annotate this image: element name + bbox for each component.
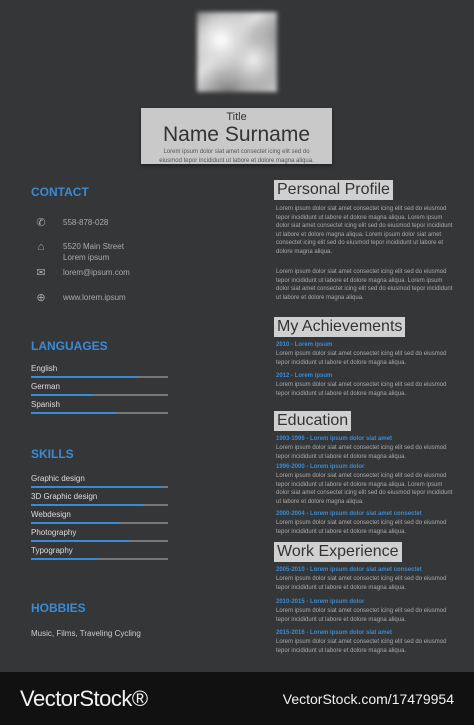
education-text: Lorem ipsum dolor siat amet consectet icing elit sed do eiusmod tepor incididunt ut labore et dolore magna aliqua. <box>276 520 447 535</box>
skill-label: Typography <box>31 546 73 555</box>
contact-heading: CONTACT <box>31 185 89 199</box>
profile-paragraph-1: Lorem ipsum dolor siat amet consectet icing elit sed do eiusmod tepor incididunt ut labore et dolore magna aliqua. Lorem ipsum dolor siat amet consectet icing elit sed do eiusmod tepor incididunt ut labore et dolore magna aliqua. Lorem ipsum dolor siat amet consectet icing elit sed do eiusmod tepor incididunt ut labore et dolore magna aliqua. <box>276 206 453 255</box>
profile-photo <box>197 12 277 92</box>
language-bar <box>31 376 168 378</box>
languages-heading: LANGUAGES <box>31 339 108 353</box>
footer-url: VectorStock.com/17479954 <box>282 691 454 707</box>
contact-email <box>35 267 130 279</box>
education-text: Lorem ipsum dolor siat amet consectet icing elit sed do eiusmod tepor incididunt ut labore et dolore magna aliqua. <box>276 445 447 460</box>
education-title: 1993-1996 - Lorem ipsum dolor siat amet <box>276 436 393 442</box>
skill-bar-fill <box>31 558 97 560</box>
hobbies-heading: HOBBIES <box>31 601 86 615</box>
globe-icon: ⊕ <box>36 292 46 304</box>
skill-label: Photography <box>31 528 77 537</box>
skill-bar <box>31 504 168 506</box>
skill-bar <box>31 522 168 524</box>
education-heading: Education <box>274 411 351 431</box>
contact-web <box>35 292 126 304</box>
language-label: Spanish <box>31 400 60 409</box>
work-text: Lorem ipsum dolor siat amet consectet icing elit sed do eiusmod tepor incididunt ut labore et dolore magna aliqua. <box>276 576 447 591</box>
language-label: English <box>31 364 58 373</box>
envelope-icon: ✉ <box>36 267 46 279</box>
phone-text: 558-878-028 <box>63 218 109 227</box>
skill-bar-fill <box>31 486 161 488</box>
skill-bar-fill <box>31 522 120 524</box>
skill-bar-fill <box>31 540 130 542</box>
work-text: Lorem ipsum dolor siat amet consectet icing elit sed do eiusmod tepor incididunt ut labore et dolore magna aliqua. <box>276 608 447 623</box>
skill-bar <box>31 486 168 488</box>
work-title: 2015-2016 - Lorem ipsum dolor siat amet <box>276 630 393 636</box>
contact-phone <box>35 217 109 229</box>
brand-logo: VectorStock® <box>20 686 148 711</box>
language-bar-fill <box>31 412 116 414</box>
full-name: Name Surname <box>162 123 311 146</box>
skill-bar <box>31 558 168 560</box>
language-bar-fill <box>31 376 138 378</box>
footer-banner <box>0 672 474 725</box>
job-title: Title <box>226 111 247 123</box>
skills-heading: SKILLS <box>31 447 74 461</box>
personal-profile-heading: Personal Profile <box>274 180 393 200</box>
home-icon: ⌂ <box>37 241 45 253</box>
language-bar <box>31 394 168 396</box>
intro-line-2: eiusmod tepor incididunt ut labore et dolore magna aliqua. <box>159 158 314 164</box>
language-bar-fill <box>31 394 93 396</box>
work-experience-heading: Work Experience <box>274 542 402 562</box>
work-title: 2010-2015 - Lorem ipsum dolor <box>276 599 365 605</box>
web-text: www.lorem.ipsum <box>63 293 126 302</box>
profile-paragraph-2: Lorem ipsum dolor siat amet consectet icing elit sed do eiusmod tepor incididunt ut labore et dolore magna aliqua. Lorem ipsum dolor siat amet consectet icing elit sed do eiusmod tepor incididunt ut labore et dolore magna aliqua. <box>276 269 453 301</box>
education-text: Lorem ipsum dolor siat amet consectet icing elit sed do eiusmod tepor incididunt ut labore et dolore magna aliqua. Lorem ipsum dolor siat amet consectet icing elit sed do eiusmod tepor incididunt ut labore et dolore magna aliqua. <box>276 473 453 505</box>
work-title: 2005-2010 - Lorem ipsum dolor siat amet consectet <box>276 567 422 573</box>
intro-line-1: Lorem ipsum dolor siat amet consectet icing elit sed do <box>163 149 310 155</box>
skill-bar <box>31 540 168 542</box>
phone-icon: ✆ <box>36 217 46 229</box>
contact-address <box>35 241 124 262</box>
skill-label: Webdesign <box>31 510 71 519</box>
name-card <box>141 108 332 164</box>
achievement-text: Lorem ipsum dolor siat amet consectet icing elit sed do eiusmod tepor incididunt ut labore et dolore magna aliqua. <box>276 351 447 366</box>
education-title: 2000-2004 - Lorem ipsum dolor siat amet consectet <box>276 511 422 517</box>
skill-bar-fill <box>31 504 143 506</box>
skill-label: 3D Graphic design <box>31 492 98 501</box>
achievement-title: 2010 - Lorem ipsum <box>276 342 333 348</box>
language-bar <box>31 412 168 414</box>
email-text: lorem@ipsum.com <box>63 268 130 277</box>
address-line-2: Lorem ipsum <box>63 253 110 262</box>
achievement-text: Lorem ipsum dolor siat amet consectet icing elit sed do eiusmod tepor incididunt ut labore et dolore magna aliqua. <box>276 382 447 397</box>
achievements-heading: My Achievements <box>274 317 405 337</box>
achievement-title: 2012 - Lorem ipsum <box>276 373 333 379</box>
language-label: German <box>31 382 60 391</box>
skill-label: Graphic design <box>31 474 85 483</box>
hobbies-text: Music, Films, Traveling Cycling <box>31 629 141 638</box>
education-title: 1996-2000 - Lorem ipsum dolor <box>276 464 365 470</box>
work-text: Lorem ipsum dolor siat amet consectet icing elit sed do eiusmod tepor incididunt ut labore et dolore magna aliqua. <box>276 639 447 654</box>
address-line-1: 5520 Main Street <box>63 242 124 251</box>
